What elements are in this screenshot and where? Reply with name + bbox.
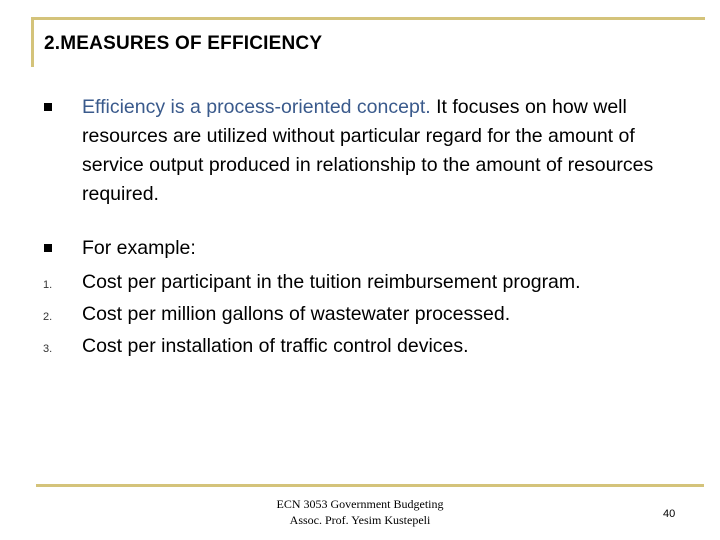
paragraph-highlight: Efficiency is a process-oriented concept. xyxy=(82,96,431,118)
title-frame-left xyxy=(31,17,34,67)
footer-course: ECN 3053 Government Budgeting xyxy=(276,497,444,511)
list-item: Cost per participant in the tuition reimbursement program. xyxy=(82,271,581,293)
list-number: 2. xyxy=(43,311,53,323)
list-number: 1. xyxy=(43,279,53,291)
footer-author: Assoc. Prof. Yesim Kustepeli xyxy=(289,513,431,527)
square-bullet-icon xyxy=(43,243,53,253)
list-item: Cost per million gallons of wastewater processed. xyxy=(82,303,511,325)
square-bullet-icon xyxy=(43,102,53,112)
efficiency-paragraph xyxy=(82,93,682,209)
example-heading: For example: xyxy=(82,237,196,259)
paragraph-rest: It focuses on how well resources are utilized without particular regard for the amount of service output produced in relationship to the amount of resources required. xyxy=(82,96,654,205)
footer-credit xyxy=(260,496,460,528)
footer-divider xyxy=(36,484,704,487)
list-number: 3. xyxy=(43,343,53,355)
page-number: 40 xyxy=(663,508,676,520)
title-frame-top xyxy=(31,17,705,20)
list-item: Cost per installation of traffic control devices. xyxy=(82,335,469,357)
slide-title: 2.MEASURES OF EFFICIENCY xyxy=(44,33,323,54)
